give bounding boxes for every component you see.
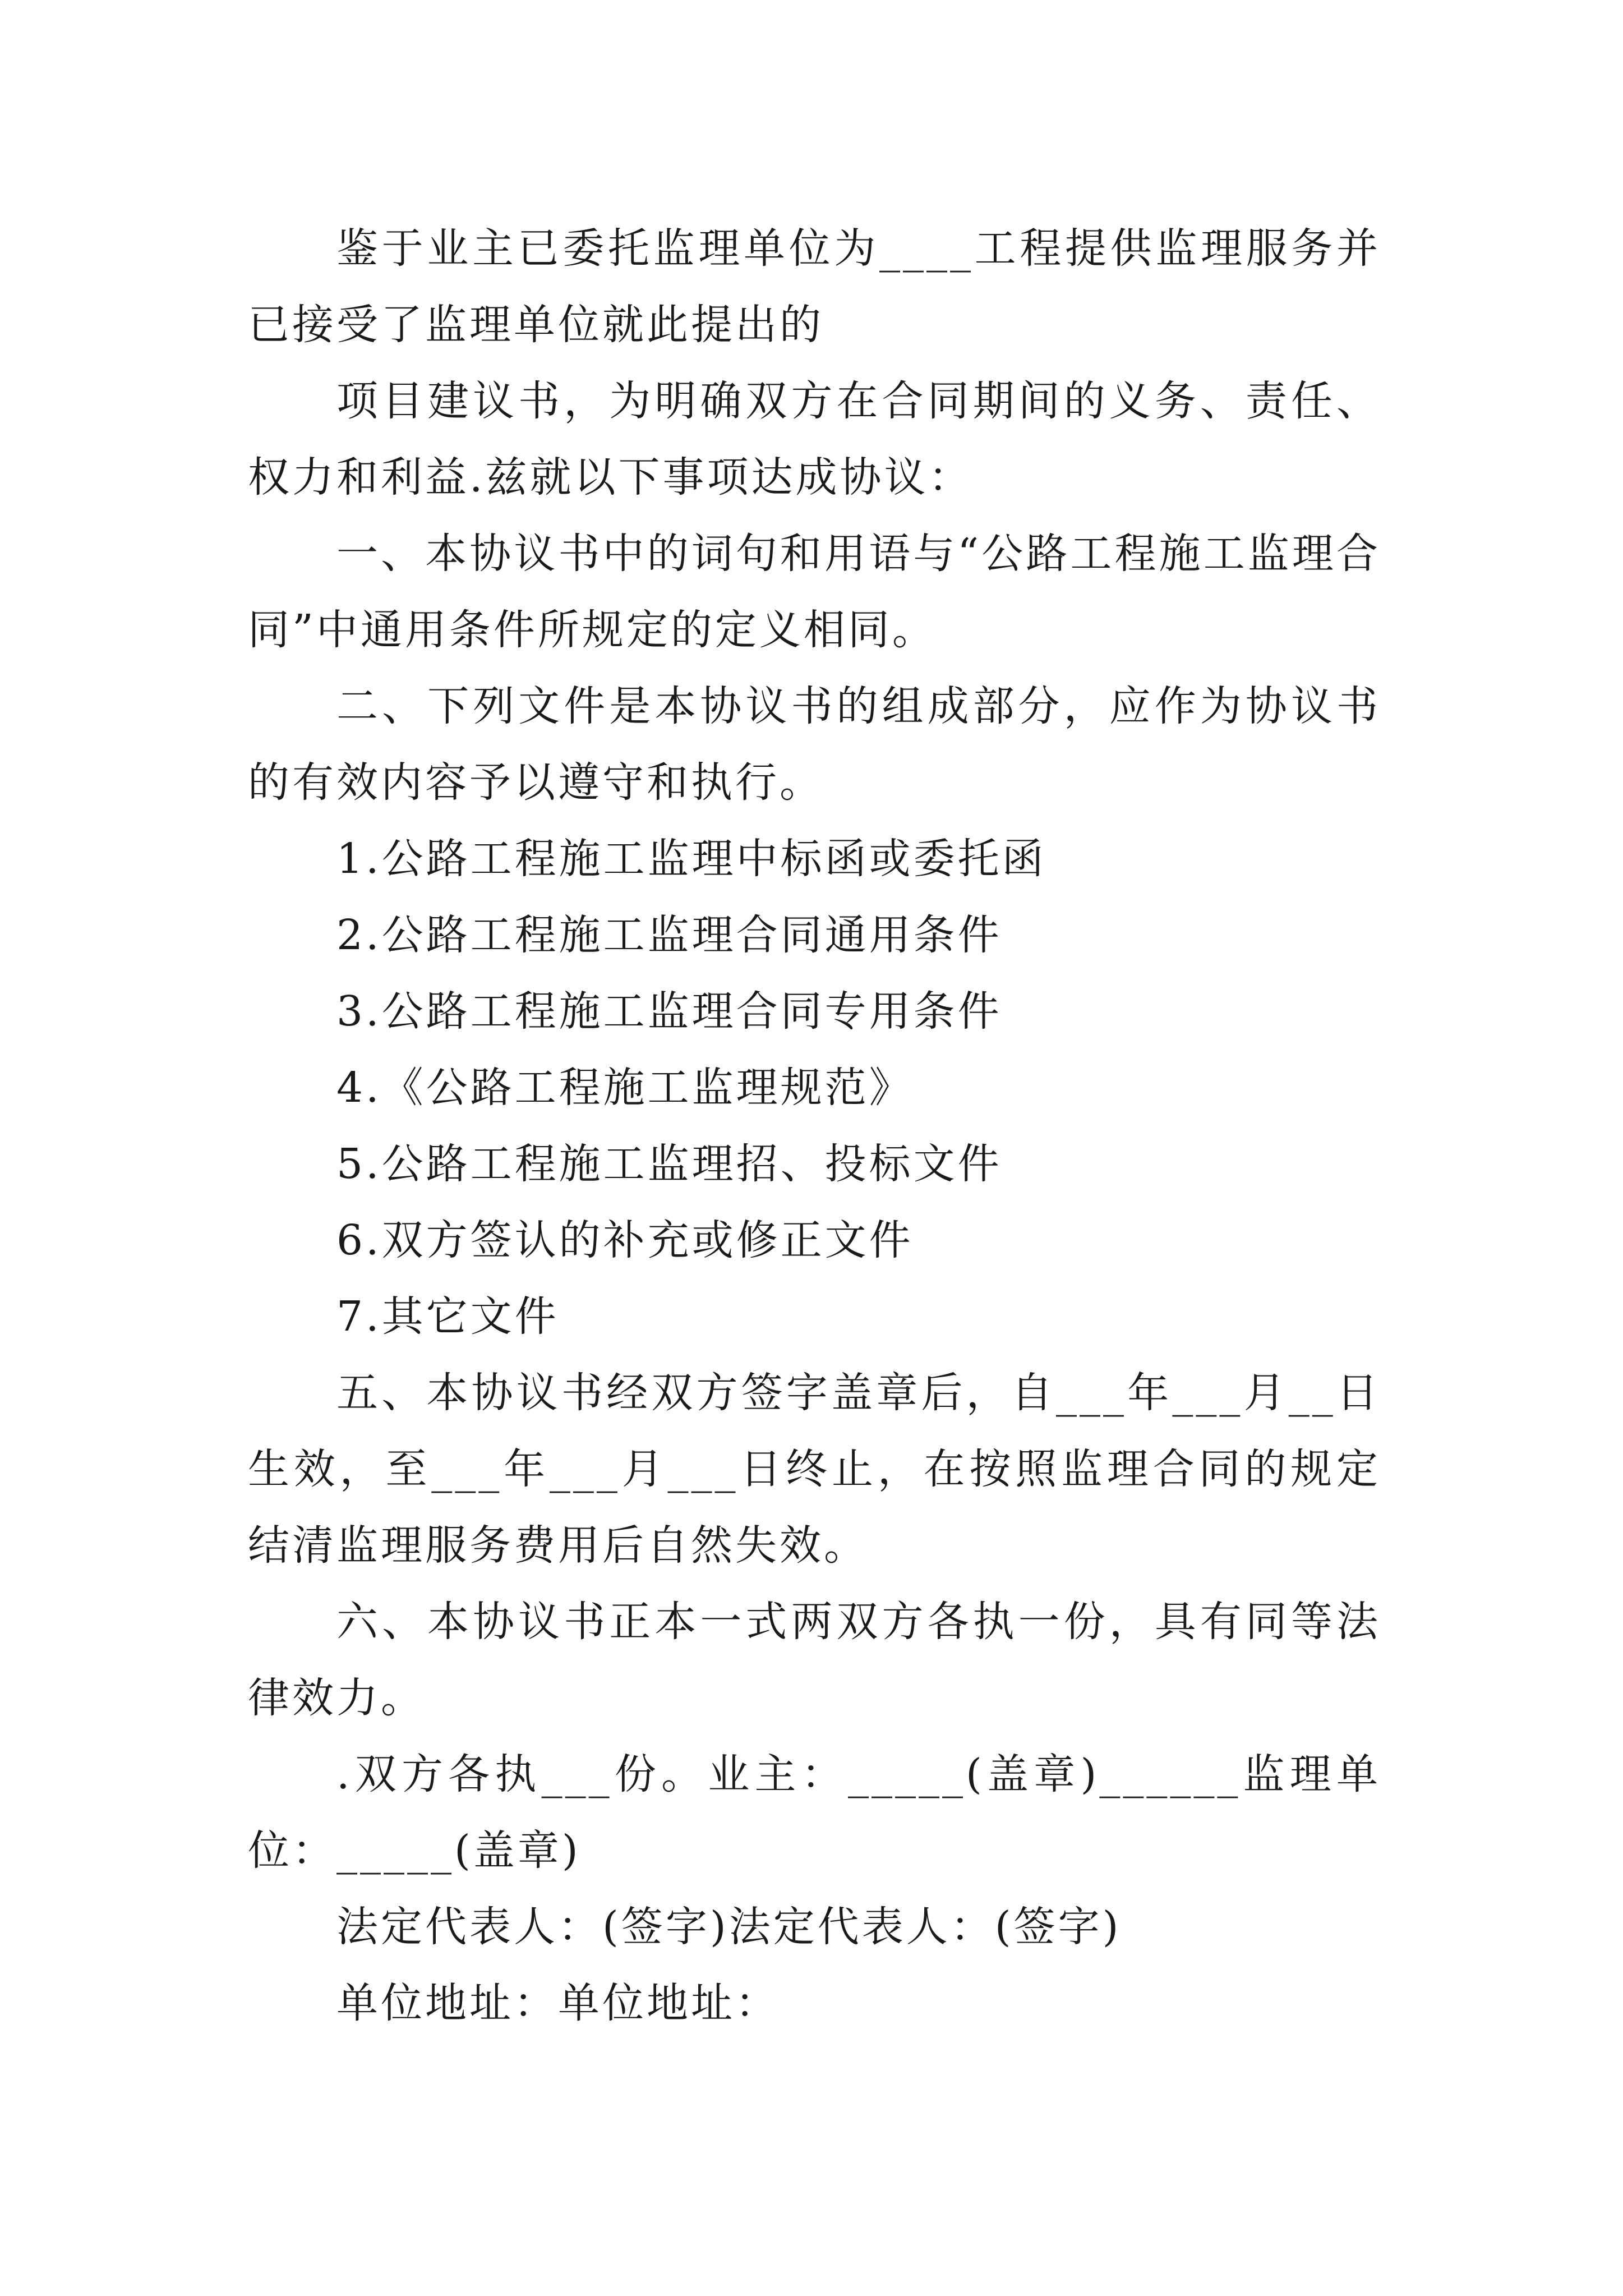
list-item-doc-7: 7.其它文件 [336, 1292, 559, 1341]
paragraph-intro: 鉴于业主已委托监理单位为____工程提供监理服务并已接受了监理单位就此提出的 [248, 224, 1381, 349]
list-item-doc-4: 4.《公路工程施工监理规范》 [336, 1064, 914, 1112]
list-item-doc-3: 3.公路工程施工监理合同专用条件 [336, 987, 1002, 1036]
list-item-doc-1: 1.公路工程施工监理中标函或委托函 [336, 835, 1046, 883]
list-item-doc-5: 5.公路工程施工监理招、投标文件 [336, 1140, 1002, 1188]
paragraph-clause-2: 二、下列文件是本协议书的组成部分，应作为协议书的有效内容予以遵守和执行。 [248, 682, 1381, 807]
paragraph-clause-1: 一、本协议书中的词句和用语与“公路工程施工监理合同”中通用条件所规定的定义相同。 [248, 530, 1381, 654]
list-item-doc-2: 2.公路工程施工监理合同通用条件 [336, 911, 1002, 959]
paragraph-signing-parties: .双方各执___份。业主：_____(盖章)______监理单位：_____(盖章) [248, 1750, 1381, 1875]
paragraph-legal-representatives: 法定代表人：(签字)法定代表人：(签字) [336, 1903, 1122, 1951]
paragraph-addresses: 单位地址：单位地址： [336, 1979, 780, 2027]
paragraph-clause-5: 五、本协议书经双方签字盖章后，自___年___月__日生效，至___年___月___日终止，在按照监理合同的规定结清监理服务费用后自然失效。 [248, 1369, 1381, 1570]
list-item-doc-6: 6.双方签认的补充或修正文件 [336, 1216, 914, 1264]
paragraph-proposal: 项目建议书，为明确双方在合同期间的义务、责任、权力和利益.兹就以下事项达成协议： [248, 377, 1381, 501]
paragraph-clause-6: 六、本协议书正本一式两双方各执一份，具有同等法律效力。 [248, 1598, 1381, 1722]
document-body [248, 210, 1381, 2041]
